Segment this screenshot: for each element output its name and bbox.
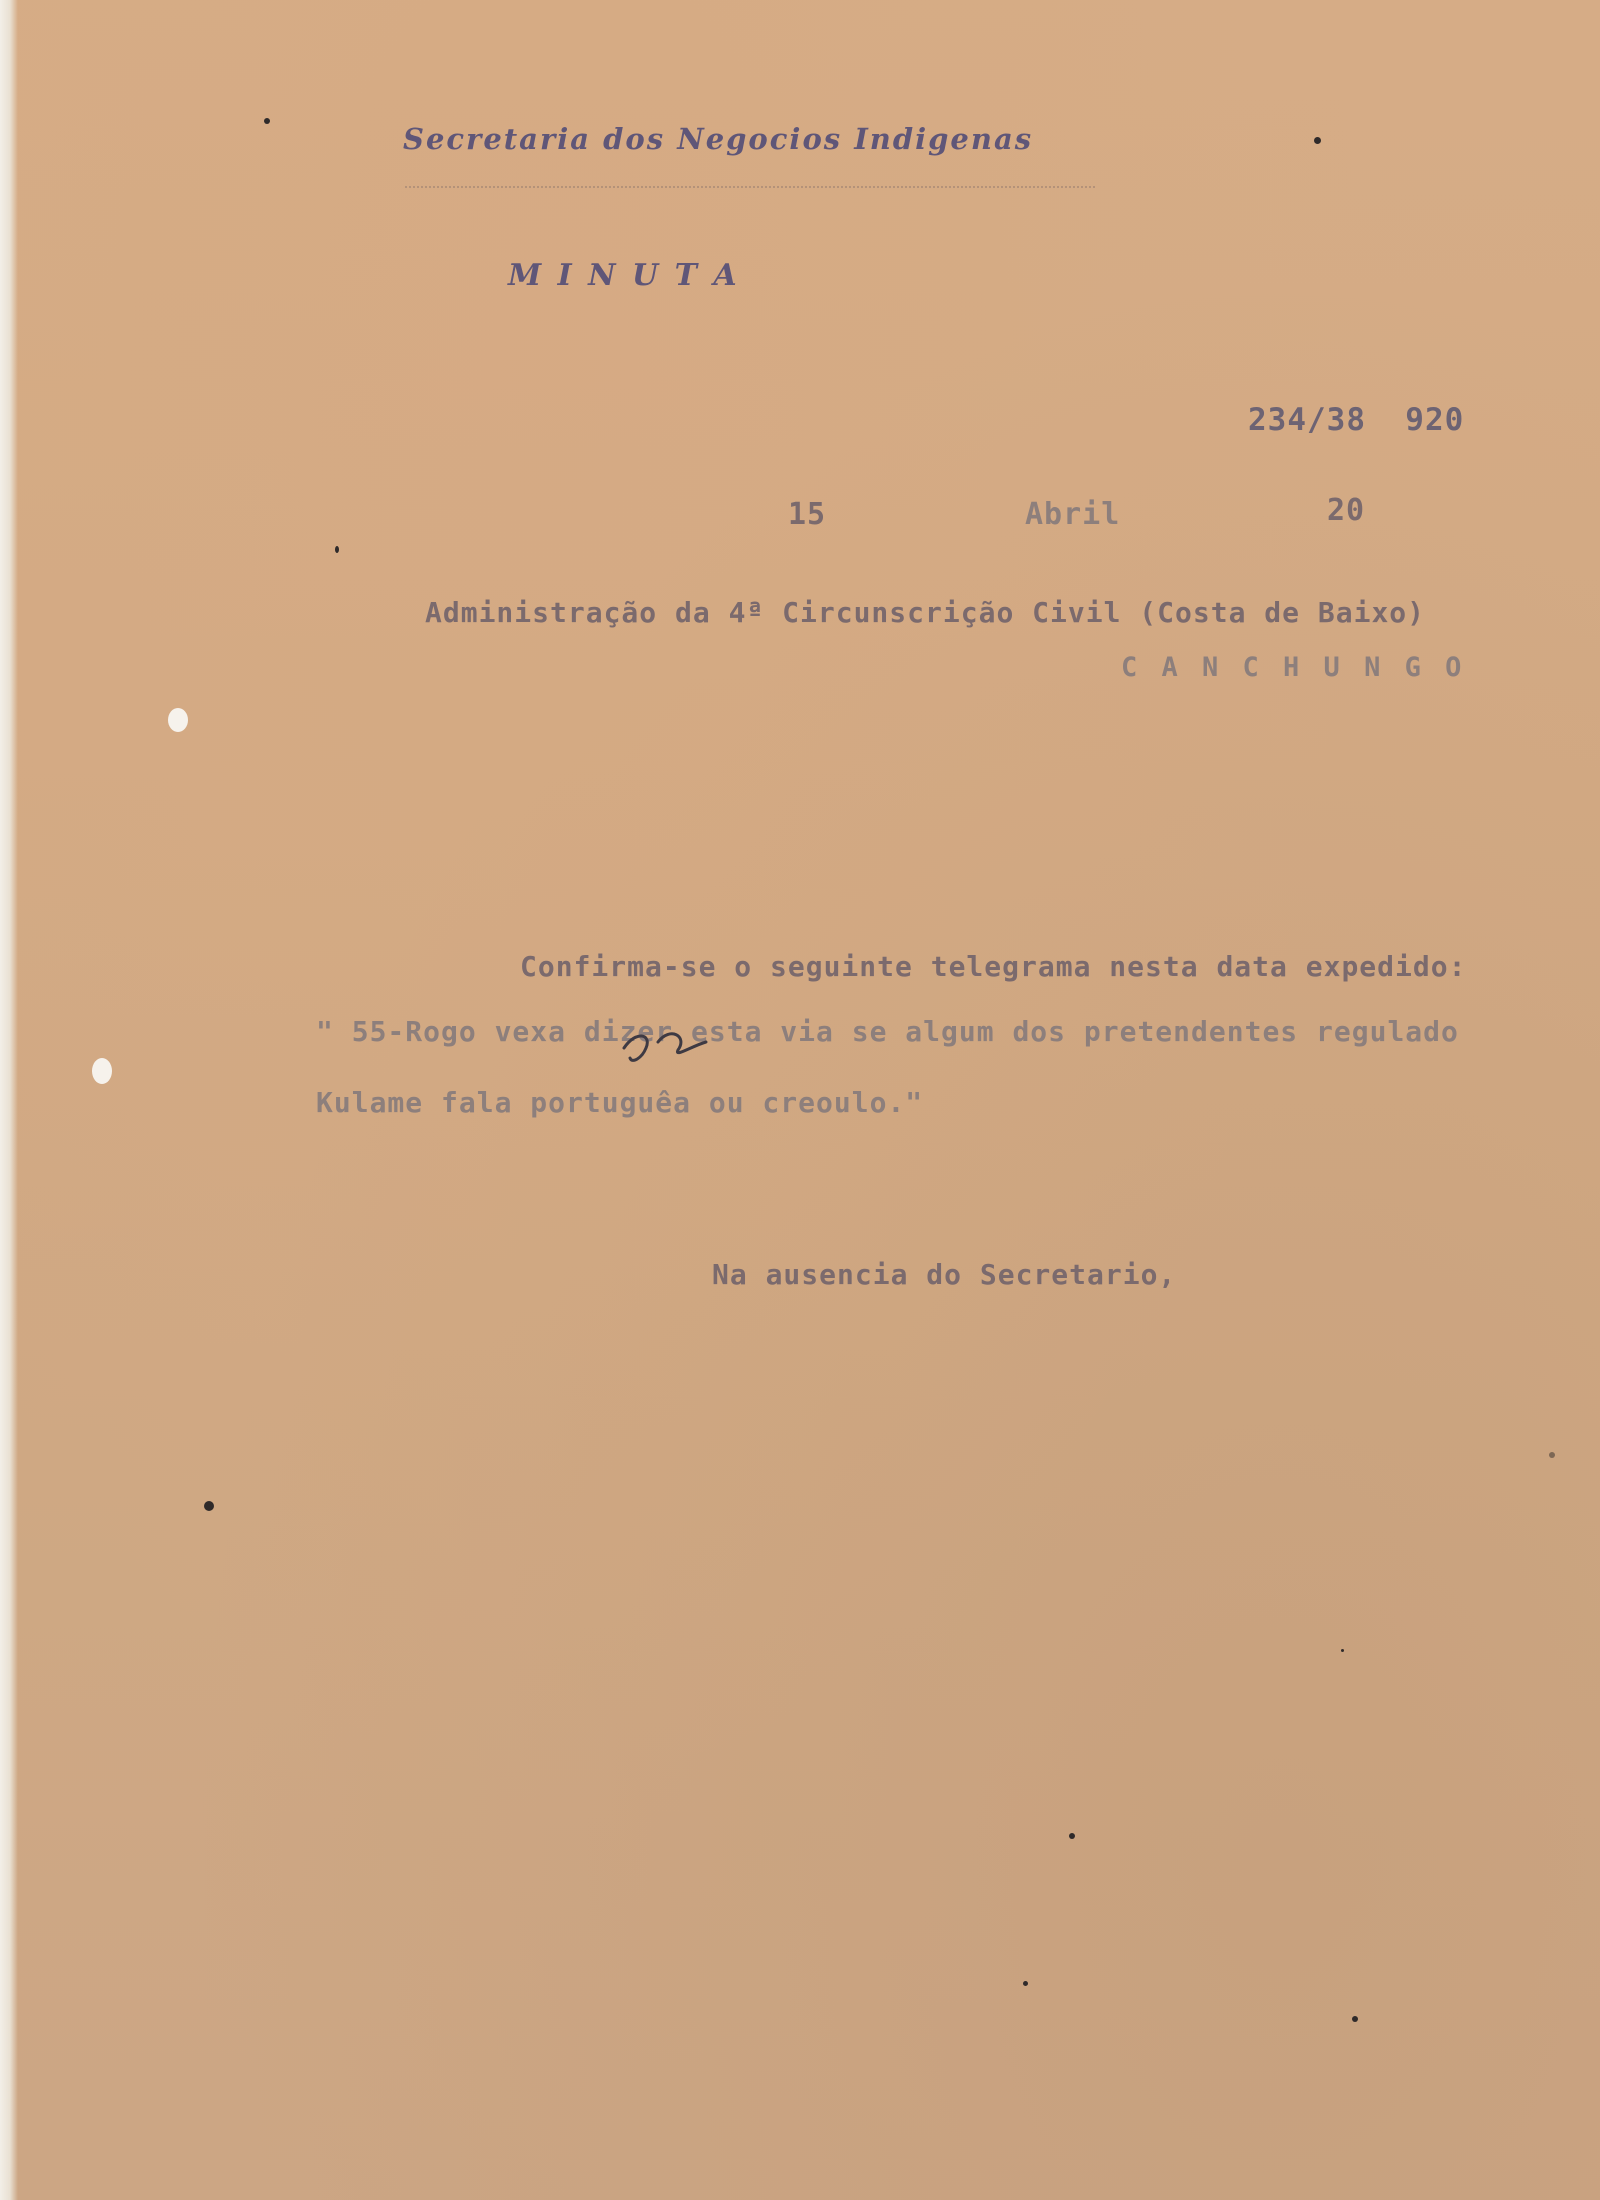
punch-hole (92, 1058, 112, 1084)
recipient-line: Administração da 4ª Circunscrição Civil (Costa de Baixo) (425, 596, 1426, 629)
body-line-1: Confirma-se o seguinte telegrama nesta data expedido: (520, 950, 1467, 983)
paper-speck (1023, 1981, 1028, 1986)
recipient-place: C A N C H U N G O (1121, 652, 1466, 683)
paper-speck (204, 1501, 214, 1511)
header-rule (405, 186, 1095, 188)
body-line-2: " 55-Rogo vexa dizer esta via se algum dos pretendentes regulado (316, 1015, 1459, 1048)
doc-type-title: M I N U T A (508, 258, 740, 293)
paper-speck (1352, 2016, 1358, 2022)
paper-speck (1314, 137, 1321, 144)
date-day: 15 (788, 497, 827, 532)
paper-speck (264, 118, 270, 124)
letterhead: Secretaria dos Negocios Indigenas (403, 122, 1034, 156)
punch-hole (168, 708, 188, 732)
date-month: Abril (1025, 497, 1121, 532)
paper-edge (0, 0, 18, 2200)
paper-speck (335, 546, 339, 553)
paper-speck (1549, 1452, 1555, 1458)
reference-number: 234/38 920 (1248, 402, 1465, 438)
body-line-3: Kulame fala portuguêa ou creoulo." (316, 1086, 924, 1119)
handwritten-correction (618, 1012, 718, 1072)
paper-speck (1069, 1833, 1075, 1839)
closing-line: Na ausencia do Secretario, (712, 1258, 1177, 1291)
date-year: 20 (1327, 493, 1366, 528)
paper-speck (1341, 1649, 1344, 1652)
